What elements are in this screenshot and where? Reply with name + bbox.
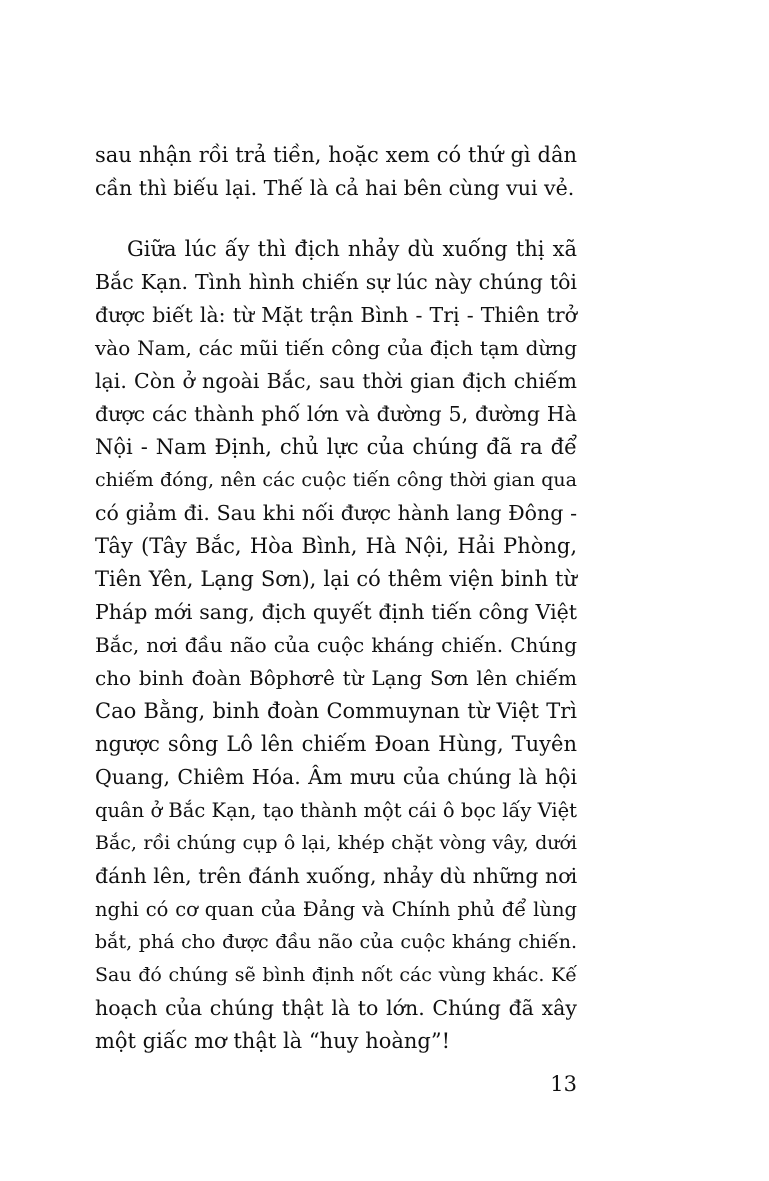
text-line: Pháp mới sang, địch quyết định tiến công Việt xyxy=(95,600,577,624)
text-line: một giấc mơ thật là “huy hoàng”! xyxy=(95,1029,451,1053)
text-line: Quang, Chiêm Hóa. Âm mưu của chúng là hội xyxy=(95,765,577,789)
text-line: được biết là: từ Mặt trận Bình - Trị - Thiên trở xyxy=(95,303,577,327)
text-line: Sau đó chúng sẽ bình định nốt các vùng khác. Kế xyxy=(95,964,577,986)
text-line: vào Nam, các mũi tiến công của địch tạm dừng xyxy=(95,336,577,360)
text-line: lại. Còn ở ngoài Bắc, sau thời gian địch chiếm xyxy=(95,369,577,393)
text-line: Cao Bằng, binh đoàn Commuynan từ Việt Trì xyxy=(95,699,577,723)
text-line: Bắc Kạn. Tình hình chiến sự lúc này chúng tôi xyxy=(95,270,577,294)
text-line: đánh lên, trên đánh xuống, nhảy dù những nơi xyxy=(95,864,578,888)
text-line: Nội - Nam Định, chủ lực của chúng đã ra để xyxy=(95,435,577,459)
text-line: Tiên Yên, Lạng Sơn), lại có thêm viện binh từ xyxy=(95,567,577,591)
text-line: sau nhận rồi trả tiền, hoặc xem có thứ gì dân xyxy=(95,143,577,167)
text-line: bắt, phá cho được đầu não của cuộc kháng chiến. xyxy=(95,931,577,953)
text-line: được các thành phố lớn và đường 5, đường Hà xyxy=(95,402,577,426)
page-number: 13 xyxy=(550,1072,577,1096)
text-line: Bắc, nơi đầu não của cuộc kháng chiến. Chúng xyxy=(95,633,577,657)
text-line: có giảm đi. Sau khi nối được hành lang Đông - xyxy=(95,501,577,525)
text-line: chiếm đóng, nên các cuộc tiến công thời gian qua xyxy=(95,469,577,491)
text-line: Giữa lúc ấy thì địch nhảy dù xuống thị xã xyxy=(127,237,577,261)
text-line: Tây (Tây Bắc, Hòa Bình, Hà Nội, Hải Phòng, xyxy=(95,534,577,558)
text-line: quân ở Bắc Kạn, tạo thành một cái ô bọc lấy Việt xyxy=(95,799,577,822)
text-line: nghi có cơ quan của Đảng và Chính phủ để lùng xyxy=(95,898,577,921)
text-line: hoạch của chúng thật là to lớn. Chúng đã xây xyxy=(95,996,577,1020)
text-line: cần thì biếu lại. Thế là cả hai bên cùng vui vẻ. xyxy=(95,176,575,200)
text-line: ngược sông Lô lên chiếm Đoan Hùng, Tuyên xyxy=(95,732,577,756)
text-line: Bắc, rồi chúng cụp ô lại, khép chặt vòng vây, dưới xyxy=(95,832,577,854)
text-line: cho binh đoàn Bôphơrê từ Lạng Sơn lên chiếm xyxy=(95,666,577,690)
